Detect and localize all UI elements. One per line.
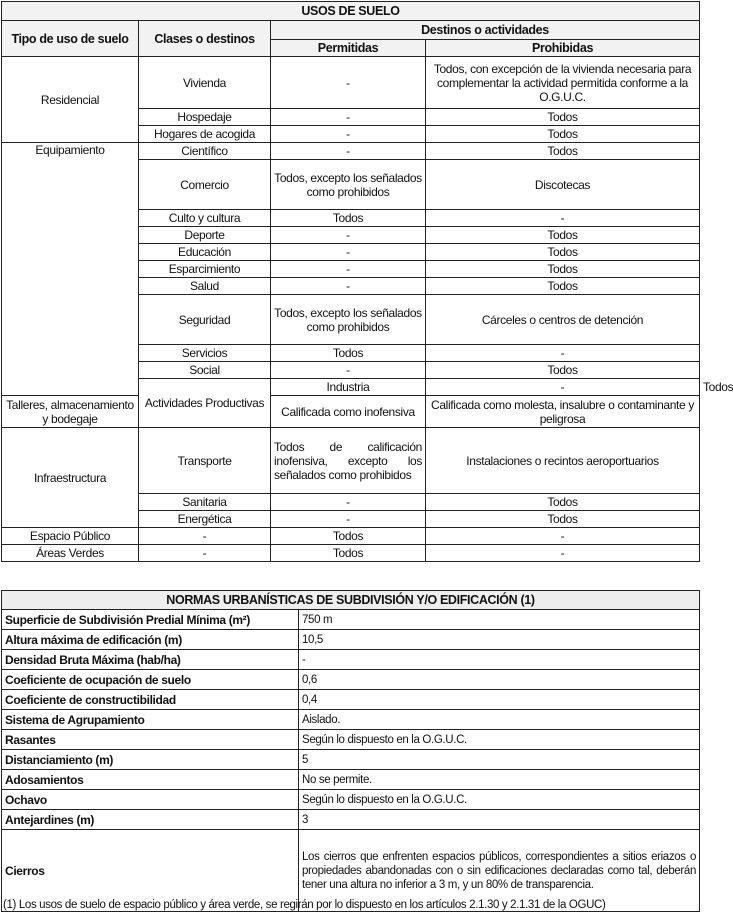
norma-value: 10,5 <box>299 630 700 650</box>
norma-label: Coeficiente de ocupación de suelo <box>2 670 299 690</box>
clase-cell: Científico <box>139 143 271 160</box>
clase-cell: Industria <box>271 379 426 396</box>
table-row <box>2 810 700 830</box>
clase-cell: Servicios <box>139 345 271 362</box>
tipo-cell: Espacio Público <box>2 528 139 545</box>
clase-cell: - <box>139 545 271 562</box>
permitidas-cell: - <box>271 494 426 511</box>
norma-label: Adosamientos <box>2 770 299 790</box>
clase-cell: Seguridad <box>139 295 271 345</box>
prohibidas-cell: Todos <box>426 143 700 160</box>
table-row <box>2 528 700 545</box>
table-row <box>2 710 700 730</box>
tipo-cell: Residencial <box>2 57 139 143</box>
norma-value: Los cierros que enfrenten espacios públicos, correspondientes a sitios eriazos o propiedades abandonadas con o sin edificaciones declaradas como tal, deberán tener una altura no inferior a 3 m, y un 80% de transparencia. <box>299 830 700 912</box>
prohibidas-cell: Todos <box>426 511 700 528</box>
clase-cell: Hogares de acogida <box>139 126 271 143</box>
norma-label: Sistema de Agrupamiento <box>2 710 299 730</box>
normas-table <box>1 590 700 912</box>
permitidas-cell: - <box>271 143 426 160</box>
prohibidas-cell: - <box>426 545 700 562</box>
table-row <box>2 770 700 790</box>
clase-cell: Comercio <box>139 160 271 210</box>
permitidas-cell: Todos <box>271 545 426 562</box>
usos-title: USOS DE SUELO <box>2 2 700 21</box>
table-row <box>2 790 700 810</box>
permitidas-cell: - <box>271 278 426 295</box>
usos-de-suelo-table <box>1 1 733 562</box>
norma-label: Rasantes <box>2 730 299 750</box>
table-row <box>2 630 700 650</box>
prohibidas-cell: Todos <box>426 278 700 295</box>
table-row <box>2 396 700 428</box>
permitidas-cell: Todos de calificación inofensiva, excepto los señalados como prohibidos <box>271 428 426 494</box>
permitidas-cell: - <box>426 379 700 396</box>
table-row <box>2 670 700 690</box>
prohibidas-cell: Todos <box>426 261 700 278</box>
prohibidas-cell: Todos, con excepción de la vivienda necesaria para complementar la actividad permitida conforme a la O.G.U.C. <box>426 57 700 109</box>
permitidas-cell: - <box>271 57 426 109</box>
norma-value: 0,6 <box>299 670 700 690</box>
prohibidas-cell: Cárceles o centros de detención <box>426 295 700 345</box>
permitidas-cell: - <box>271 511 426 528</box>
table-row <box>2 428 700 494</box>
prohibidas-cell: Todos <box>426 362 700 379</box>
norma-label: Cierros <box>2 830 299 912</box>
prohibidas-cell: Todos <box>426 227 700 244</box>
prohibidas-cell: Todos <box>426 126 700 143</box>
norma-label: Densidad Bruta Máxima (hab/ha) <box>2 650 299 670</box>
permitidas-cell: - <box>271 362 426 379</box>
permitidas-cell: Todos <box>271 528 426 545</box>
normas-body <box>2 610 700 912</box>
clase-cell: Deporte <box>139 227 271 244</box>
prohibidas-cell: Discotecas <box>426 160 700 210</box>
norma-value: No se permite. <box>299 770 700 790</box>
clase-cell: Sanitaria <box>139 494 271 511</box>
norma-label: Antejardines (m) <box>2 810 299 830</box>
prohibidas-cell: Todos <box>426 109 700 126</box>
tipo-cell: Áreas Verdes <box>2 545 139 562</box>
permitidas-cell: - <box>271 261 426 278</box>
permitidas-cell: - <box>271 126 426 143</box>
norma-value: - <box>299 650 700 670</box>
table-row <box>2 610 700 630</box>
header-permitidas: Permitidas <box>271 40 426 57</box>
norma-label: Distanciamiento (m) <box>2 750 299 770</box>
permitidas-cell: - <box>271 227 426 244</box>
header-destinos: Destinos o actividades <box>271 21 700 40</box>
norma-value: Según lo dispuesto en la O.G.U.C. <box>299 730 700 750</box>
table-row <box>2 57 700 109</box>
norma-value: 3 <box>299 810 700 830</box>
norma-label: Coeficiente de constructibilidad <box>2 690 299 710</box>
table-row: Actividades Productivas Industria - Todos <box>2 379 700 396</box>
norma-value: 5 <box>299 750 700 770</box>
table-row <box>2 730 700 750</box>
norma-value: Aislado. <box>299 710 700 730</box>
prohibidas-cell: Calificada como molesta, insalubre o contaminante y peligrosa <box>426 396 700 428</box>
norma-value: 0,4 <box>299 690 700 710</box>
header-tipo: Tipo de uso de suelo <box>2 21 139 57</box>
permitidas-cell: Todos, excepto los señalados como prohibidos <box>271 160 426 210</box>
table-row <box>2 143 700 160</box>
clase-cell: Salud <box>139 278 271 295</box>
prohibidas-cell: - <box>426 210 700 227</box>
clase-cell: Educación <box>139 244 271 261</box>
norma-label: Superficie de Subdivisión Predial Mínima (m²) <box>2 610 299 630</box>
permitidas-cell: - <box>271 109 426 126</box>
table-row <box>2 690 700 710</box>
permitidas-cell: Calificada como inofensiva <box>271 396 426 428</box>
footnote: (1) Los usos de suelo de espacio público y área verde, se regirán por lo dispuesto en los artículos 2.1.30 y 2.1.31 de la OGUC) <box>3 899 606 911</box>
table-row <box>2 650 700 670</box>
permitidas-cell: Todos <box>271 345 426 362</box>
table-row <box>2 750 700 770</box>
clase-cell: Transporte <box>139 428 271 494</box>
clase-cell: Vivienda <box>139 57 271 109</box>
norma-label: Ochavo <box>2 790 299 810</box>
permitidas-cell: - <box>271 244 426 261</box>
header-prohibidas: Prohibidas <box>426 40 700 57</box>
table-row <box>2 545 700 562</box>
tipo-cell: Infraestructura <box>2 428 139 528</box>
prohibidas-cell: - <box>426 528 700 545</box>
prohibidas-cell: - <box>426 345 700 362</box>
prohibidas-cell: Todos <box>426 494 700 511</box>
clase-cell: Culto y cultura <box>139 210 271 227</box>
prohibidas-cell: Todos <box>426 244 700 261</box>
clase-cell: Hospedaje <box>139 109 271 126</box>
norma-label: Altura máxima de edificación (m) <box>2 630 299 650</box>
header-clases: Clases o destinos <box>139 21 271 57</box>
clase-cell: - <box>139 528 271 545</box>
normas-title: NORMAS URBANÍSTICAS DE SUBDIVISIÓN Y/O EDIFICACIÓN (1) <box>2 591 700 610</box>
tipo-cell: Equipamiento <box>2 143 139 396</box>
permitidas-cell: Todos <box>271 210 426 227</box>
usos-body <box>2 57 733 562</box>
clase-cell: Social <box>139 362 271 379</box>
prohibidas-cell: Instalaciones o recintos aeroportuarios <box>426 428 700 494</box>
tipo-cell: Actividades Productivas <box>139 379 271 428</box>
clase-cell: Talleres, almacenamiento y bodegaje <box>2 396 139 428</box>
clase-cell: Esparcimiento <box>139 261 271 278</box>
clase-cell: Energética <box>139 511 271 528</box>
norma-value: Según lo dispuesto en la O.G.U.C. <box>299 790 700 810</box>
norma-value: 750 m <box>299 610 700 630</box>
permitidas-cell: Todos, excepto los señalados como prohibidos <box>271 295 426 345</box>
